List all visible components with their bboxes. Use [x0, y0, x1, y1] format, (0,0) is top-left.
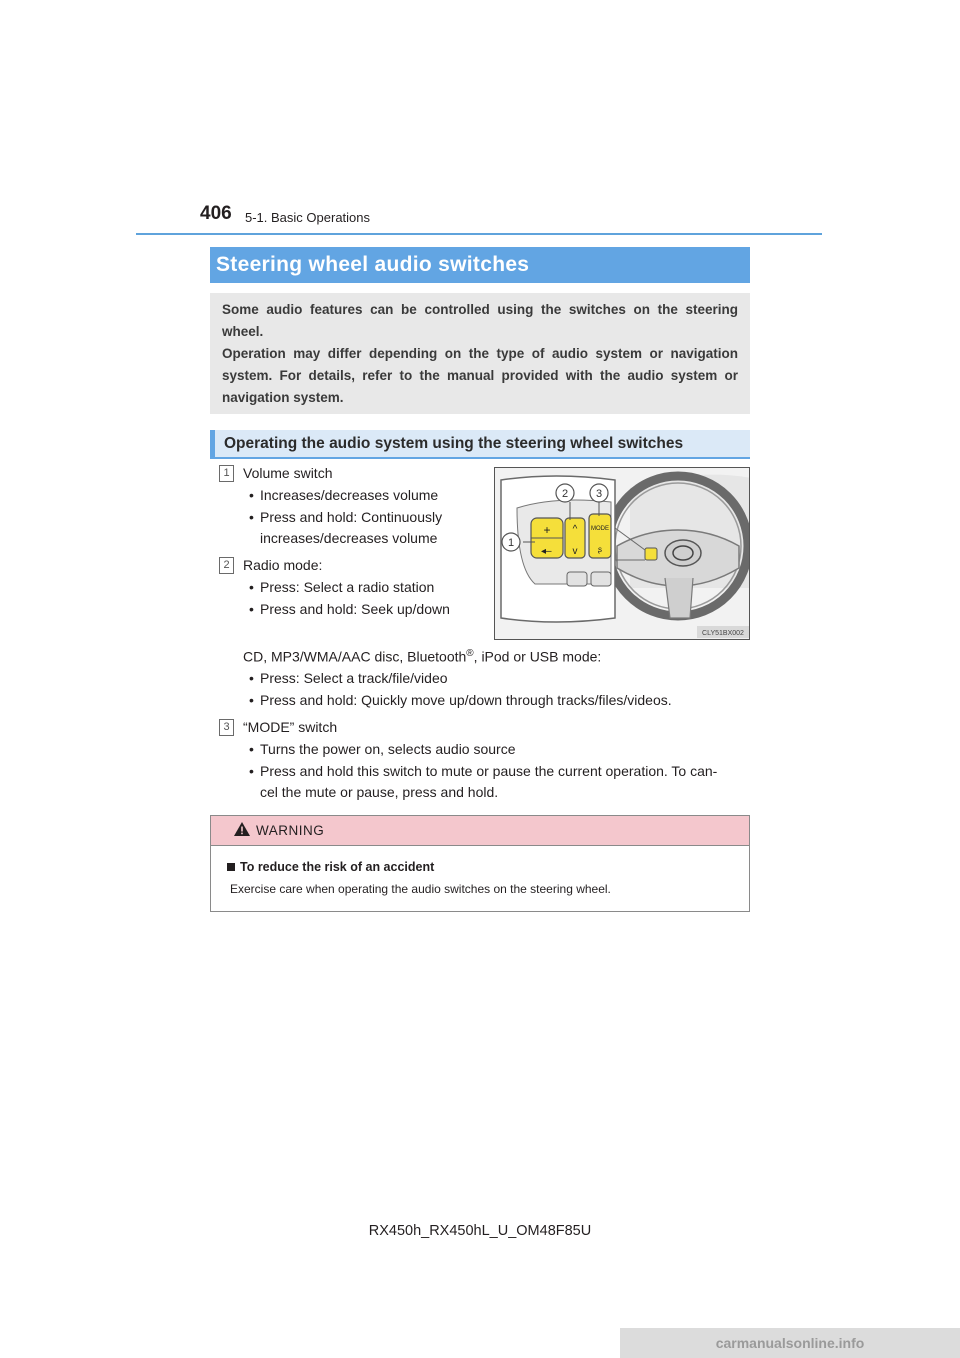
cd-mode-label — [243, 648, 601, 665]
square-bullet-icon — [227, 863, 235, 871]
cd-mode-prefix: CD, MP3/WMA/AAC disc, Bluetooth — [243, 648, 467, 665]
bullet-text — [260, 509, 479, 525]
callout-2: 2 — [561, 488, 569, 500]
warning-triangle-icon — [233, 821, 251, 837]
bullet-text: • Press and hold this switch to mute or pause the current operation. To can- — [260, 763, 717, 779]
steering-switch-figure — [494, 467, 750, 640]
warning-body: Exercise care when operating the audio switches on the steering wheel. — [230, 882, 611, 896]
callout-3: 3 — [595, 488, 603, 500]
item-label-volume: Volume switch — [243, 465, 333, 481]
page-number: 406 — [200, 203, 232, 224]
bullet-text: • Press: Select a track/file/video — [260, 670, 448, 686]
warning-header — [211, 816, 749, 846]
callout-1: 1 — [507, 537, 515, 549]
svg-text:^: ^ — [572, 524, 578, 535]
bullet-text: • Press and hold: Seek up/down — [260, 601, 450, 617]
svg-text:v: v — [572, 546, 578, 557]
bullet-text: • Press: Select a radio station — [260, 579, 434, 595]
subheading-accent — [210, 430, 215, 457]
steering-wheel-illustration — [495, 468, 750, 640]
bullet-text-justified: • Press and hold: Continuously — [260, 509, 443, 525]
item-label-radio: Radio mode: — [243, 557, 323, 573]
figure-code: CLY51BX002 — [702, 630, 744, 637]
warning-title — [227, 860, 434, 874]
section-heading-bar — [210, 247, 750, 283]
item-number-1: 1 — [219, 465, 234, 482]
item-number-2: 2 — [219, 557, 234, 574]
svg-text:ʂ: ʂ — [598, 545, 602, 554]
bullet-text: • Press and hold: Quickly move up/down through tracks/files/videos. — [260, 692, 672, 708]
section-heading: Steering wheel audio switches — [216, 253, 530, 276]
warning-title-text: To reduce the risk of an accident — [240, 860, 435, 874]
cd-mode-suffix: , iPod or USB mode: — [473, 648, 602, 665]
document-code-footer: RX450h_RX450hL_U_OM48F85U — [368, 1223, 592, 1239]
bullet-text: • Turns the power on, selects audio source — [260, 741, 516, 757]
item-number-3: 3 — [219, 719, 234, 736]
svg-text:+: + — [543, 523, 551, 537]
warning-box — [210, 815, 750, 912]
mode-switch-label: MODE — [591, 526, 609, 532]
watermark: carmanualsonline.info — [620, 1328, 960, 1358]
svg-text:◂–: ◂– — [541, 546, 552, 557]
bullet-text: • Increases/decreases volume — [260, 487, 438, 503]
item-label-mode: “MODE” switch — [243, 719, 338, 735]
intro-box — [210, 293, 750, 414]
intro-paragraph-1: Some audio features can be controlled using the switches on the steering wheel. — [222, 302, 738, 339]
subheading-bar — [210, 430, 750, 459]
warning-label: WARNING — [256, 823, 325, 838]
bullet-text-continuation: increases/decreases volume — [260, 530, 438, 546]
section-title: 5-1. Basic Operations — [245, 210, 371, 225]
intro-paragraph-2: Operation may differ depending on the type of audio system or navigation system. For details, refer to the manual provided with the audio system or navigation system. — [222, 346, 738, 405]
header-divider — [136, 233, 822, 235]
subheading: Operating the audio system using the steering wheel switches — [224, 435, 684, 452]
registered-mark: ® — [466, 648, 474, 659]
bullet-text-continuation: cel the mute or pause, press and hold. — [260, 784, 499, 800]
